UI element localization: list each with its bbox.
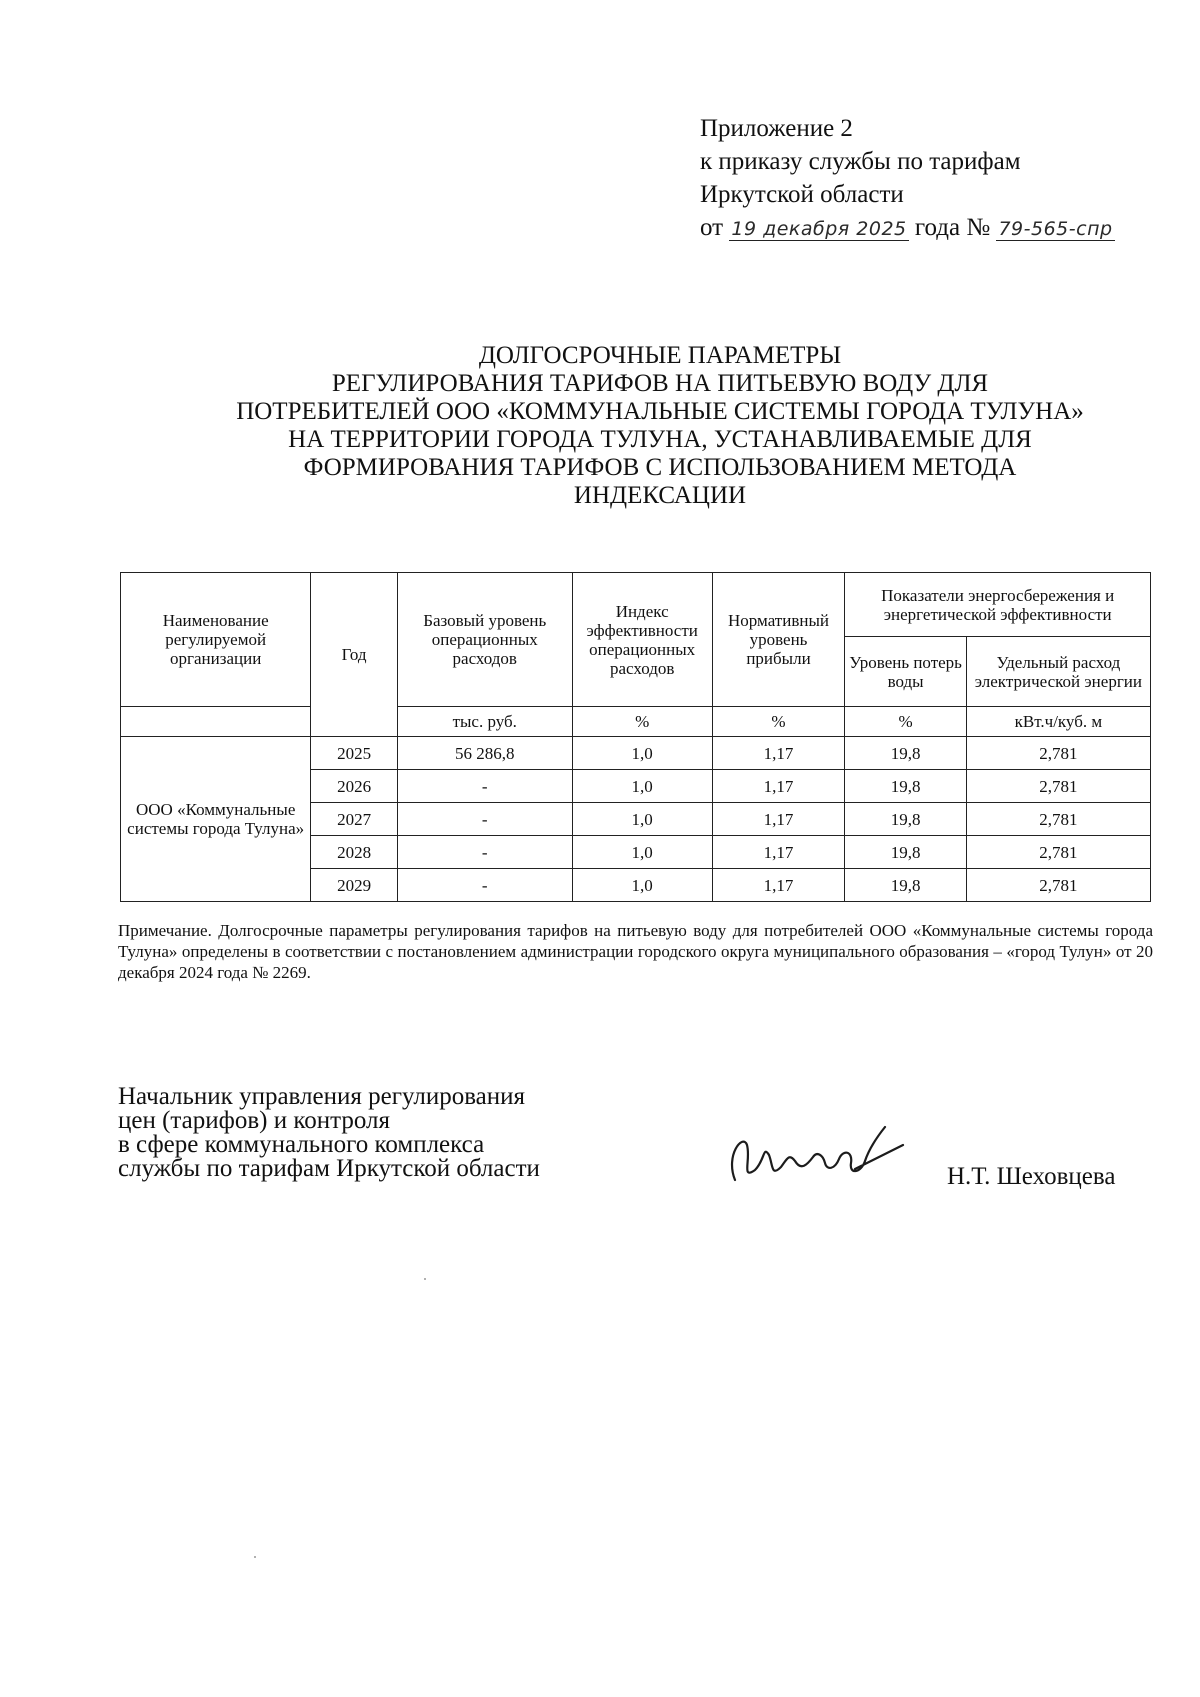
- signer-line-1: Начальник управления регулирования: [118, 1083, 526, 1110]
- header-year: Год: [311, 573, 397, 737]
- title-line-1: ДОЛГОСРОЧНЫЕ ПАРАМЕТРЫ: [478, 342, 842, 369]
- table-row: [121, 737, 1151, 770]
- appendix-line-4: [700, 211, 1115, 246]
- header-base-opex: Базовый уровень операционных расходов: [397, 573, 572, 707]
- appendix-line-3: Иркутской области: [700, 181, 904, 208]
- units-org-empty: [121, 707, 311, 737]
- electric-cell: 2,781: [966, 803, 1150, 836]
- year-cell: 2026: [311, 770, 397, 803]
- profit-cell: 1,17: [712, 737, 845, 770]
- signer-name: Н.Т. Шеховцева: [947, 1163, 1116, 1190]
- unit-loss: %: [845, 707, 966, 737]
- base-cell: -: [397, 836, 572, 869]
- header-efficiency-index: Индекс эффективности операционных расходов: [572, 573, 712, 707]
- signer-position: [118, 1085, 540, 1181]
- scan-speck: [254, 1556, 256, 1558]
- handwritten-signature: [715, 1115, 915, 1195]
- electric-cell: 2,781: [966, 836, 1150, 869]
- signer-line-3: в сфере коммунального комплекса: [118, 1131, 485, 1158]
- year-cell: 2029: [311, 869, 397, 902]
- year-cell: 2025: [311, 737, 397, 770]
- table-note: Примечание. Долгосрочные параметры регулирования тарифов на питьевую воду для потребителей ООО «Коммунальные системы города Тулуна» определены в соответствии с постановлением администрации городского округа муниципального образования – «город Тулун» от 20 декабря 2024 года № 2269.: [118, 921, 1153, 982]
- parameters-table: [120, 572, 1151, 902]
- profit-cell: 1,17: [712, 770, 845, 803]
- loss-cell: 19,8: [845, 770, 966, 803]
- header-energy-group: Показатели энергосбережения и энергетической эффективности: [845, 573, 1151, 637]
- org-name-cell: ООО «Коммунальные системы города Тулуна»: [121, 737, 311, 902]
- base-cell: -: [397, 803, 572, 836]
- year-number-label: года №: [914, 214, 991, 241]
- signer-line-2: цен (тарифов) и контроля: [118, 1107, 390, 1134]
- index-cell: 1,0: [572, 770, 712, 803]
- signer-line-4: службы по тарифам Иркутской области: [118, 1155, 540, 1182]
- header-water-loss: Уровень потерь воды: [845, 637, 966, 707]
- base-cell: -: [397, 770, 572, 803]
- profit-cell: 1,17: [712, 869, 845, 902]
- title-line-2: РЕГУЛИРОВАНИЯ ТАРИФОВ НА ПИТЬЕВУЮ ВОДУ ДЛЯ: [331, 370, 989, 397]
- appendix-header: [700, 112, 1115, 246]
- year-cell: 2028: [311, 836, 397, 869]
- index-cell: 1,0: [572, 803, 712, 836]
- loss-cell: 19,8: [845, 737, 966, 770]
- electric-cell: 2,781: [966, 869, 1150, 902]
- document-title: [200, 342, 1120, 510]
- title-line-3: ПОТРЕБИТЕЛЕЙ ООО «КОММУНАЛЬНЫЕ СИСТЕМЫ ГОРОДА ТУЛУНА»: [236, 398, 1084, 425]
- loss-cell: 19,8: [845, 869, 966, 902]
- profit-cell: 1,17: [712, 803, 845, 836]
- header-profit-level: Нормативный уровень прибыли: [712, 573, 845, 707]
- electric-cell: 2,781: [966, 737, 1150, 770]
- appendix-line-1: Приложение 2: [700, 115, 853, 142]
- electric-cell: 2,781: [966, 770, 1150, 803]
- header-electric-consumption: Удельный расход электрической энергии: [966, 637, 1150, 707]
- index-cell: 1,0: [572, 737, 712, 770]
- loss-cell: 19,8: [845, 836, 966, 869]
- header-org: Наименование регулируемой организации: [121, 573, 311, 707]
- year-cell: 2027: [311, 803, 397, 836]
- unit-index: %: [572, 707, 712, 737]
- index-cell: 1,0: [572, 869, 712, 902]
- appendix-line-2: к приказу службы по тарифам: [700, 148, 1021, 175]
- unit-base: тыс. руб.: [397, 707, 572, 737]
- base-cell: 56 286,8: [397, 737, 572, 770]
- index-cell: 1,0: [572, 836, 712, 869]
- loss-cell: 19,8: [845, 803, 966, 836]
- from-label: от: [700, 214, 724, 241]
- unit-electric: кВт.ч/куб. м: [966, 707, 1150, 737]
- title-line-5: ФОРМИРОВАНИЯ ТАРИФОВ С ИСПОЛЬЗОВАНИЕМ МЕТОДА: [303, 454, 1017, 481]
- profit-cell: 1,17: [712, 836, 845, 869]
- handwritten-order-number: 79-565-спр: [998, 218, 1113, 240]
- unit-profit: %: [712, 707, 845, 737]
- scan-speck: [424, 1278, 426, 1280]
- handwritten-date: 19 декабря 2025: [731, 218, 907, 240]
- title-line-6: ИНДЕКСАЦИИ: [573, 482, 747, 509]
- base-cell: -: [397, 869, 572, 902]
- title-line-4: НА ТЕРРИТОРИИ ГОРОДА ТУЛУНА, УСТАНАВЛИВАЕМЫЕ ДЛЯ: [288, 426, 1032, 453]
